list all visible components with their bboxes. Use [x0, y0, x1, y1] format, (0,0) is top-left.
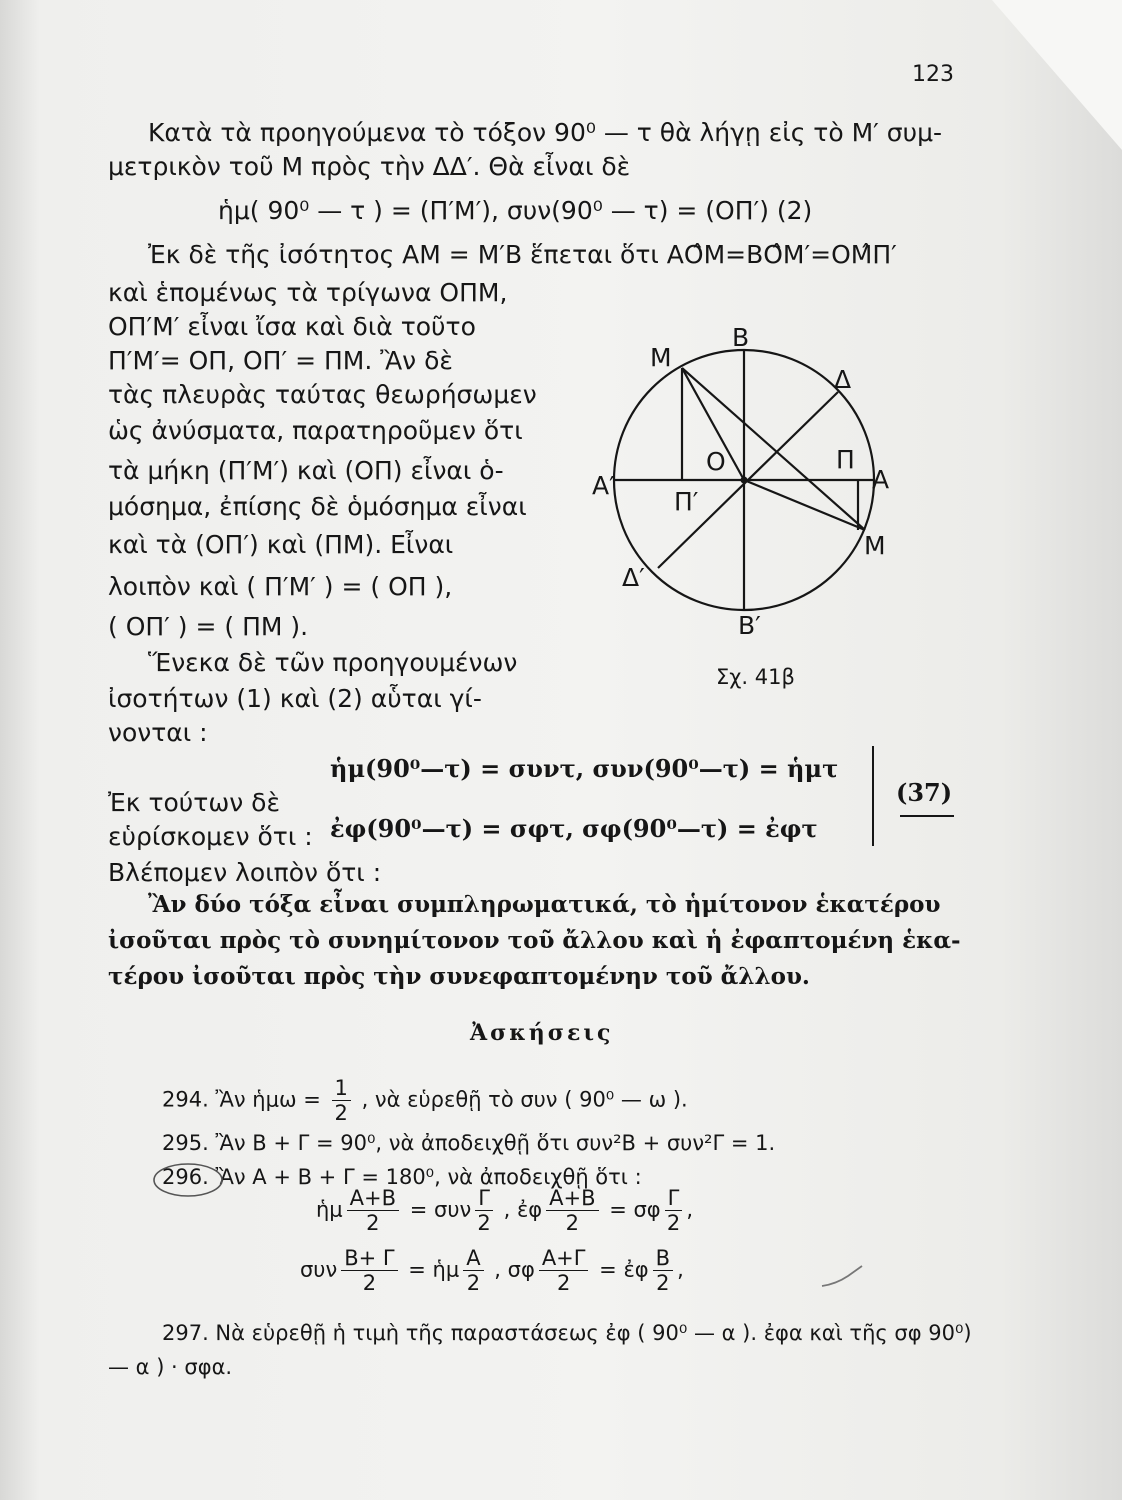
denominator: 2 [366, 1211, 380, 1235]
func-label: = ἡμ [408, 1257, 460, 1282]
label-m-lower: Μ [864, 531, 886, 560]
func-label: , σφ [494, 1257, 535, 1282]
exercise-297-line-1: 297. Νὰ εὑρεθῇ ἡ τιμὴ τῆς παραστάσεως ἐφ ( 90⁰ — α ). ἐφα καὶ τῆς σφ 90⁰) [162, 1321, 972, 1345]
exercise-294 [162, 1076, 688, 1125]
text-line: τὰς πλευρὰς ταύτας θεωρήσωμεν [108, 380, 537, 409]
formula-37-line-1: ἡμ(90⁰—τ) = συντ, συν(90⁰—τ) = ἡμτ [330, 754, 839, 783]
exercises-heading: Ἀσκήσεις [470, 1020, 614, 1046]
label-b-prime: Β′ [738, 611, 761, 640]
func-label: , ἐφ [503, 1197, 543, 1222]
numerator: Α+Β [546, 1186, 598, 1211]
text-line: καὶ ἑπομένως τὰ τρίγωνα ΟΠΜ, [108, 278, 508, 307]
label-d: Δ [834, 365, 852, 394]
text-line: λοιπὸν καὶ ( Π′Μ′ ) = ( ΟΠ ), [108, 572, 453, 601]
equation-underline [900, 815, 954, 817]
exercise-text: Ἂν Β + Γ = 90⁰, νὰ ἀποδειχθῇ ὅτι συν²Β + συν²Γ = 1. [215, 1131, 776, 1155]
label-p-prime: Π′ [674, 487, 699, 516]
exercise-295 [162, 1128, 775, 1158]
formula-line: ἡμ( 90⁰ — τ ) = (Π′Μ′), συν(90⁰ — τ) = (ΟΠ′) (2) [218, 196, 813, 225]
rule-line: τέρου ἰσοῦται πρὸς τὴν συνεφαπτομένην τοῦ ἄλλου. [108, 963, 810, 990]
label-d-prime: Δ′ [622, 563, 645, 592]
punctuation: , [686, 1197, 694, 1222]
label-a: Α [872, 465, 890, 494]
exercise-number: 294. [162, 1087, 209, 1112]
denominator: 2 [666, 1211, 681, 1235]
text-line: Π′Μ′= ΟΠ, ΟΠ′ = ΠΜ. Ἂν δὲ [108, 346, 453, 375]
label-p: Π [836, 445, 855, 474]
text-line: Ἐκ δὲ τῆς ἰσότητος ΑΜ = Μ′Β ἕπεται ὅτι ΑΟ̂Μ=ΒΟ̂Μ′=ΟΜ̂Π′ [148, 240, 897, 269]
text-line: ΟΠ′Μ′ εἶναι ἴσα καὶ διὰ τοῦτο [108, 312, 476, 341]
numerator: Β [653, 1246, 673, 1271]
circle-figure [588, 322, 908, 642]
pencil-tick-mark [818, 1262, 868, 1292]
formula-brace [872, 746, 874, 846]
label-m-upper: Μ [650, 343, 672, 372]
numerator: Α+Β [347, 1186, 399, 1211]
text-line: νονται : [108, 718, 208, 747]
text-line: καὶ τὰ (ΟΠ′) καὶ (ΠΜ). Εἶναι [108, 530, 454, 559]
denominator: 2 [334, 1101, 348, 1125]
exercise-297-line-2: — α ) · σφα. [108, 1355, 233, 1379]
rule-line: Ἂν δύο τόξα εἶναι συμπληρωματικά, τὸ ἡμίτονον ἑκατέρου [148, 891, 941, 918]
numerator: Α+Γ [539, 1246, 589, 1271]
text-line: Κατὰ τὰ προηγούμενα τὸ τόξον 90⁰ — τ θὰ λήγῃ εἰς τὸ Μ′ συμ- [148, 118, 943, 147]
page-corner-fold [992, 0, 1122, 150]
fraction [341, 1246, 397, 1295]
label-b: Β [732, 323, 750, 352]
page-number: 123 [912, 62, 954, 87]
denominator: 2 [556, 1271, 571, 1295]
fraction [347, 1186, 399, 1235]
exercise-number: 296. [162, 1165, 209, 1189]
func-label: = συν [409, 1197, 472, 1222]
denominator: 2 [656, 1271, 670, 1295]
text-line: Ἐκ τούτων δὲ [108, 788, 280, 817]
denominator: 2 [477, 1211, 491, 1235]
rule-line: ἰσοῦται πρὸς τὸ συνημίτονον τοῦ ἄλλου καὶ ἡ ἐφαπτομένη ἑκα- [108, 927, 961, 954]
exercise-text: Ἂν Α + Β + Γ = 180⁰, νὰ ἀποδειχθῇ ὅτι : [215, 1165, 642, 1189]
exercise-text: Ἂν ἡμω = [215, 1087, 321, 1112]
text-line: ( ΟΠ′ ) = ( ΠΜ ). [108, 612, 309, 641]
text-line: μόσημα, ἐπίσης δὲ ὁμόσημα εἶναι [108, 492, 527, 521]
text-line: εὑρίσκομεν ὅτι : [108, 822, 313, 851]
equation-number: (37) [896, 778, 953, 807]
numerator: Α [463, 1246, 483, 1271]
func-label: = ἐφ [599, 1257, 649, 1282]
func-label: ἡμ [316, 1197, 343, 1222]
text-line: ὡς ἀνύσματα, παρατηροῦμεν ὅτι [108, 416, 523, 445]
formula-37-line-2: ἐφ(90⁰—τ) = σφτ, σφ(90⁰—τ) = ἐφτ [330, 814, 818, 843]
figure-caption: Σχ. 41β [716, 665, 795, 689]
fraction [475, 1186, 493, 1235]
center-point [741, 477, 748, 484]
numerator: Β+ Γ [341, 1246, 397, 1271]
exercise-296-row-1 [316, 1186, 693, 1235]
numerator: 1 [332, 1076, 351, 1101]
fraction [463, 1246, 483, 1295]
fraction [653, 1246, 673, 1295]
label-a-prime: Α′ [592, 471, 615, 500]
fraction [546, 1186, 598, 1235]
pencil-circle-mark [150, 1158, 230, 1202]
text-line: Βλέπομεν λοιπὸν ὅτι : [108, 858, 382, 887]
func-label: = σφ [609, 1197, 661, 1222]
text-line: Ἕνεκα δὲ τῶν προηγουμένων [148, 648, 518, 677]
text-line: ἰσοτήτων (1) καὶ (2) αὗται γί- [108, 684, 482, 713]
fraction [539, 1246, 589, 1295]
label-o: Ο [706, 447, 726, 476]
text-line: τὰ μήκη (Π′Μ′) καὶ (ΟΠ) εἶναι ὁ- [108, 456, 504, 485]
denominator: 2 [565, 1211, 580, 1235]
denominator: 2 [362, 1271, 377, 1295]
fraction [332, 1076, 351, 1125]
numerator: Γ [475, 1186, 493, 1211]
punctuation: , [677, 1257, 684, 1282]
exercise-296-row-2 [300, 1246, 684, 1295]
func-label: συν [300, 1257, 338, 1282]
radius-o-m-lower [744, 480, 865, 530]
denominator: 2 [466, 1271, 481, 1295]
numerator: Γ [665, 1186, 683, 1211]
fraction [665, 1186, 683, 1235]
text-line: μετρικὸν τοῦ Μ πρὸς τὴν ΔΔ′. Θὰ εἶναι δὲ [108, 152, 631, 181]
exercise-number: 295. [162, 1131, 209, 1155]
exercise-text: , νὰ εὑρεθῇ τὸ συν ( 90⁰ — ω ). [361, 1087, 688, 1112]
